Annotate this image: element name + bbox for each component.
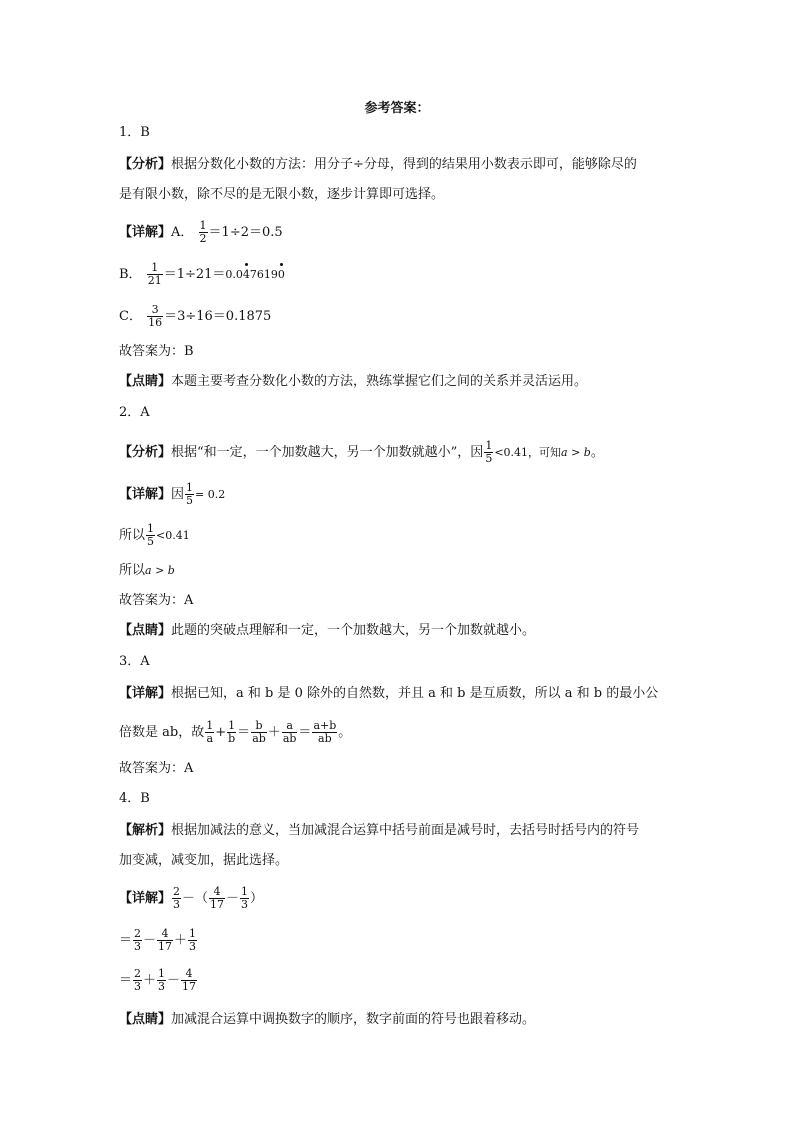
numerator: 1 — [206, 719, 214, 732]
expression: ＝1÷21＝ — [163, 267, 226, 282]
q1-answer: 故答案为：B — [119, 344, 194, 359]
q3-answer: 故答案为：A — [119, 761, 194, 776]
q2-so2 — [119, 562, 175, 580]
q4-number: 4．B — [119, 791, 150, 806]
q1-detail-c — [119, 304, 271, 329]
expression: ＝1÷2＝0.5 — [208, 225, 283, 240]
fraction — [147, 304, 163, 329]
analysis-tag: 【解析】 — [119, 823, 172, 838]
numerator: 2 — [173, 885, 181, 898]
q4-point — [119, 1011, 535, 1029]
expression: ＝3÷16＝0.1875 — [164, 309, 272, 324]
q4-analysis-line2: 加变减，减变加，据此选择。 — [119, 853, 289, 868]
q1-analysis-text: 根据分数化小数的方法：用分子÷分母，得到的结果用小数表示即可，能够除尽的 — [171, 157, 637, 172]
fraction — [240, 886, 249, 911]
operator: －（ — [182, 891, 209, 906]
numerator: 1 — [485, 439, 493, 452]
detail-text: 因 — [171, 487, 185, 502]
fraction — [484, 440, 493, 465]
analysis-tag: 【分析】 — [119, 157, 172, 172]
so-value: <0.41 — [156, 529, 190, 542]
so-text: 所以 — [119, 528, 146, 543]
denominator: ab — [282, 732, 297, 745]
fraction — [181, 968, 197, 993]
point-tag: 【点睛】 — [119, 1012, 172, 1027]
denominator: a — [206, 732, 213, 745]
numerator: 4 — [213, 885, 221, 898]
denominator: 17 — [158, 940, 173, 953]
relation: a > b — [145, 564, 175, 577]
decimal-part: 7619 — [249, 268, 278, 281]
repeat-dot-digit: 0 — [278, 266, 285, 284]
operator: ＝ — [119, 933, 133, 948]
analysis-text: 根据“和一定，一个加数越大，另一个加数就越小”，因 — [171, 445, 484, 460]
numerator: 1 — [189, 927, 197, 940]
numerator: 1 — [199, 219, 207, 232]
denominator: 3 — [241, 898, 249, 911]
numerator: 1 — [241, 885, 249, 898]
q4-detail-line1 — [119, 886, 263, 911]
punctuation: 。 — [338, 725, 352, 740]
q1-number: 1．B — [119, 125, 150, 140]
denominator: 5 — [485, 452, 493, 465]
detail-tag: 【详解】 — [119, 686, 172, 701]
denominator: 3 — [158, 980, 166, 993]
fraction — [312, 720, 337, 745]
detail-text: 倍数是 ab，故 — [119, 725, 205, 740]
q2-point — [119, 622, 535, 640]
fraction — [157, 928, 173, 953]
point-tag: 【点睛】 — [119, 374, 172, 389]
detail-value: = 0.2 — [195, 488, 226, 501]
fraction — [188, 928, 197, 953]
fraction — [251, 720, 267, 745]
repeat-dot-digit: 4 — [243, 266, 250, 284]
repeating-decimal — [225, 268, 285, 281]
q4-detail-line2 — [119, 928, 198, 953]
denominator: 2 — [199, 232, 207, 245]
detail-tag: 【详解】 — [119, 487, 172, 502]
denominator: 3 — [189, 940, 197, 953]
denominator: 17 — [210, 898, 225, 911]
q2-so1 — [119, 523, 190, 548]
page-title: 参考答案： — [364, 101, 430, 116]
fraction — [172, 886, 181, 911]
fraction — [185, 482, 194, 507]
denominator: 3 — [173, 898, 181, 911]
operator: － — [143, 933, 157, 948]
numerator: a+b — [313, 719, 337, 732]
operator: ） — [250, 891, 264, 906]
detail-tag: 【详解】 — [119, 891, 172, 906]
numerator: a — [286, 719, 293, 732]
analysis-text: 根据加减法的意义，当加减混合运算中括号前面是减号时，去括号时括号内的符号 — [171, 823, 640, 838]
numerator: 4 — [161, 927, 169, 940]
numerator: 1 — [147, 522, 155, 535]
so-text: 所以 — [119, 563, 146, 578]
numerator: b — [255, 719, 263, 732]
analysis-tag: 【分析】 — [119, 445, 172, 460]
denominator: 5 — [147, 535, 155, 548]
operator: ＋ — [267, 725, 281, 740]
denominator: 16 — [148, 316, 163, 329]
q2-detail — [119, 482, 225, 507]
q3-number: 3．A — [119, 654, 150, 669]
fraction — [133, 968, 142, 993]
operator: + — [215, 725, 227, 740]
numerator: 3 — [151, 303, 159, 316]
q2-number: 2．A — [119, 405, 150, 420]
q3-detail-line2 — [119, 720, 351, 745]
fraction — [209, 886, 225, 911]
denominator: ab — [252, 732, 266, 745]
numerator: 1 — [186, 481, 194, 494]
q1-point — [119, 373, 587, 391]
q1-analysis-line2: 是有限小数，除不尽的是无限小数，逐步计算即可选择。 — [119, 187, 445, 202]
fraction — [146, 523, 155, 548]
punctuation: 。 — [590, 445, 604, 460]
detail-text: 根据已知，a 和 b 是 0 除外的自然数，并且 a 和 b 是互质数，所以 a 和 b 的最小公 — [171, 686, 659, 701]
denominator: 17 — [182, 980, 197, 993]
denominator: 3 — [134, 980, 142, 993]
denominator: 21 — [147, 274, 162, 287]
q4-detail-line3 — [119, 968, 198, 993]
denominator: b — [228, 732, 236, 745]
q4-analysis-line1 — [119, 822, 639, 840]
q1-detail-a — [119, 220, 283, 245]
option-label: A． — [171, 225, 194, 240]
relation: a > b — [561, 446, 591, 459]
operator: ＝ — [298, 725, 312, 740]
denominator: 3 — [134, 940, 142, 953]
fraction — [199, 220, 208, 245]
denominator: 5 — [186, 494, 194, 507]
numerator: 2 — [134, 927, 142, 940]
operator: ＝ — [237, 725, 251, 740]
q1-analysis-line1 — [119, 156, 637, 174]
detail-tag: 【详解】 — [119, 225, 172, 240]
fraction — [227, 720, 236, 745]
operator: － — [226, 891, 240, 906]
fraction — [133, 928, 142, 953]
numerator: 1 — [158, 967, 166, 980]
q1-detail-b — [119, 262, 285, 287]
operator: － — [167, 973, 181, 988]
option-label: B． — [119, 267, 142, 282]
fraction — [147, 262, 163, 287]
numerator: 2 — [134, 967, 142, 980]
q2-answer: 故答案为：A — [119, 593, 194, 608]
fraction — [282, 720, 298, 745]
q3-detail-line1 — [119, 685, 658, 703]
fraction — [157, 968, 166, 993]
numerator: 1 — [151, 261, 159, 274]
fraction — [205, 720, 214, 745]
numerator: 1 — [228, 719, 236, 732]
numerator: 4 — [185, 967, 193, 980]
point-text: 本题主要考查分数化小数的方法，熟练掌握它们之间的关系并灵活运用。 — [171, 374, 588, 389]
point-text: 此题的突破点理解和一定，一个加数越大，另一个加数就越小。 — [171, 623, 536, 638]
operator: ＋ — [143, 973, 157, 988]
point-tag: 【点睛】 — [119, 623, 172, 638]
option-label: C． — [119, 309, 142, 324]
decimal-part: 0.0 — [225, 268, 243, 281]
point-text: 加减混合运算中调换数字的顺序，数字前面的符号也跟着移动。 — [171, 1012, 536, 1027]
denominator: ab — [312, 732, 337, 745]
operator: ＝ — [119, 973, 133, 988]
analysis-text: <0.41，可知 — [494, 446, 562, 459]
operator: ＋ — [174, 933, 188, 948]
q2-analysis — [119, 440, 604, 465]
